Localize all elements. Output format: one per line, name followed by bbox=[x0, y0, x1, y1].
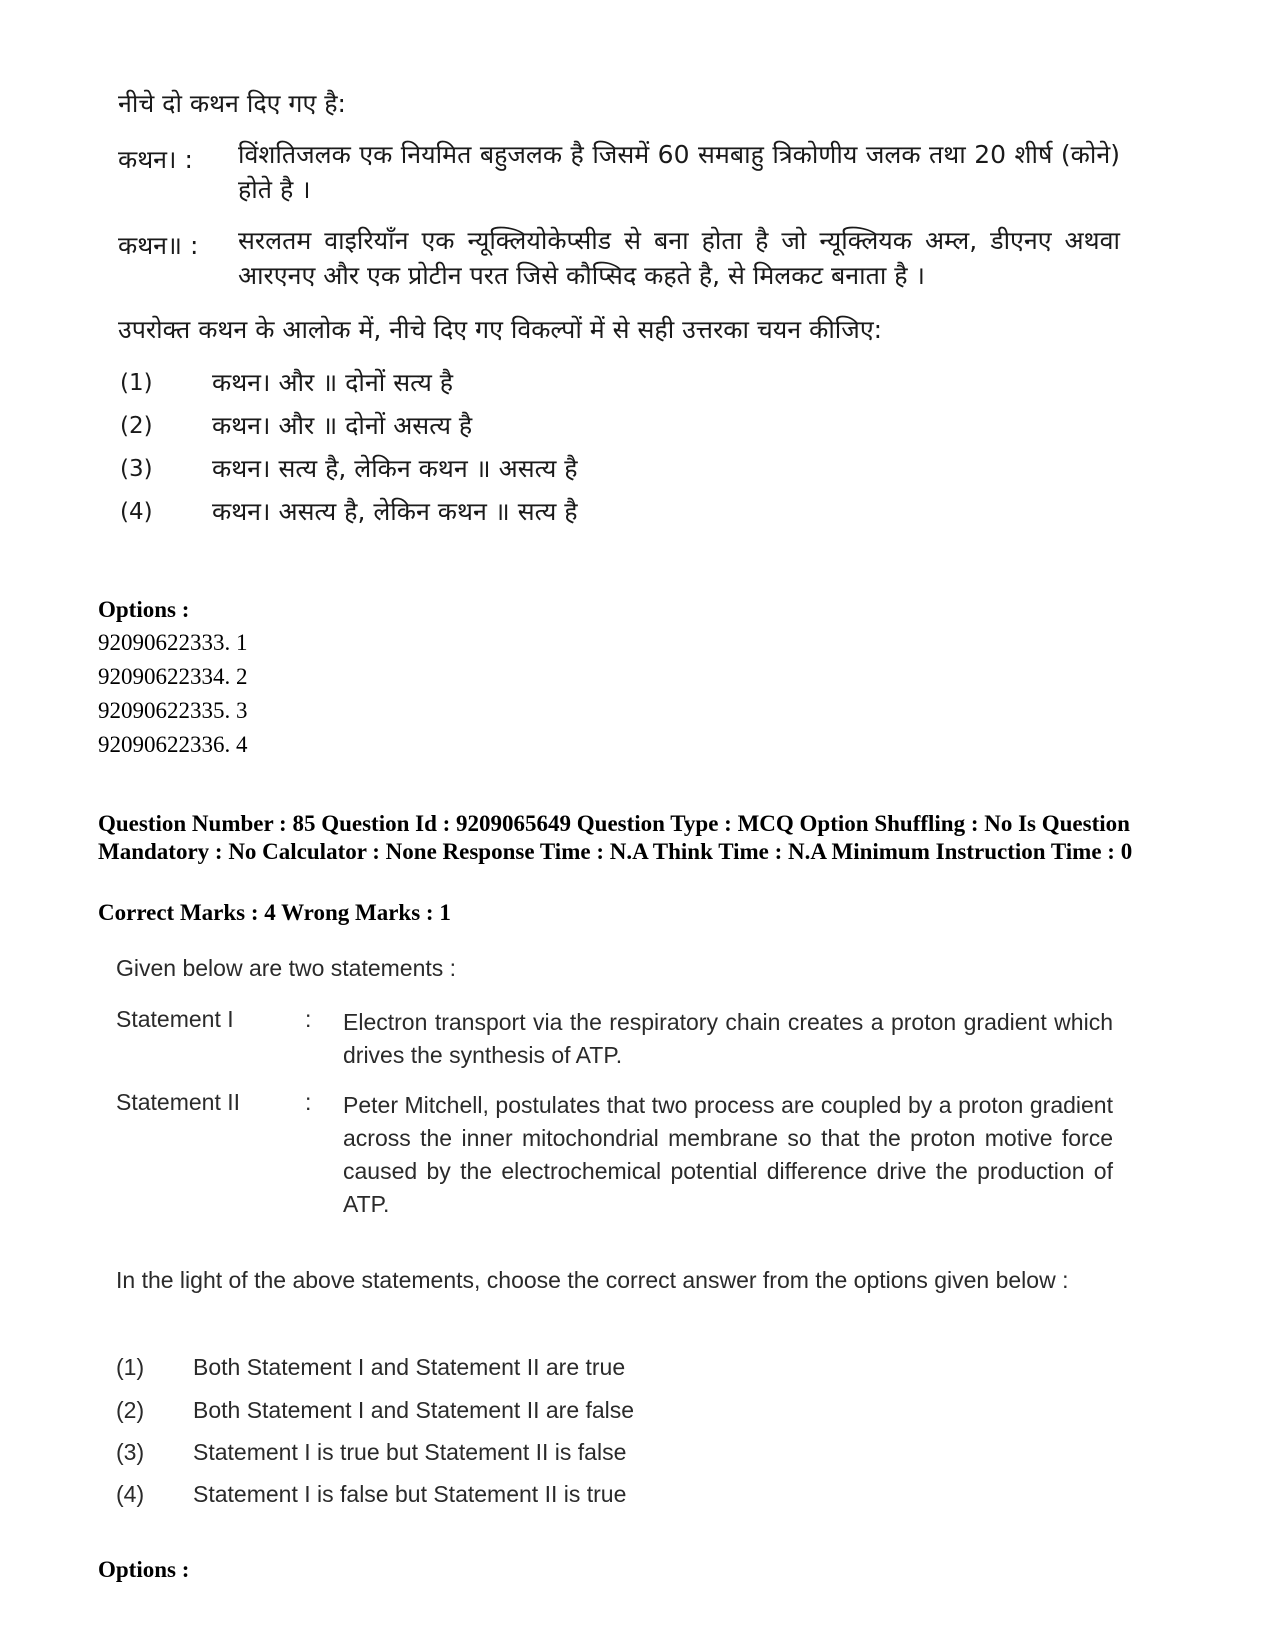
options-heading: Options : bbox=[98, 597, 190, 622]
hindi-statement-1-text: विंशतिजलक एक नियमित बहुजलक है जिसमें 60 समबाहु त्रिकोणीय जलक तथा 20 शीर्ष (कोने) होते है । bbox=[238, 140, 1120, 204]
english-question: In the light of the above statements, choose the correct answer from the options given below : bbox=[116, 1267, 1069, 1293]
hindi-option-1-text: कथन। और ॥ दोनों सत्य है bbox=[212, 368, 454, 397]
english-option-4-number: (4) bbox=[116, 1481, 145, 1507]
hindi-option-4-number: (4) bbox=[120, 499, 153, 525]
hindi-option-3-text: कथन। सत्य है, लेकिन कथन ॥ असत्य है bbox=[212, 454, 578, 483]
option-id-line: 92090622334. 2 bbox=[98, 664, 248, 689]
english-option-3-number: (3) bbox=[116, 1439, 145, 1465]
english-option-1-text: Both Statement I and Statement II are true bbox=[193, 1354, 626, 1380]
english-statement-2-label: Statement II bbox=[116, 1089, 241, 1115]
hindi-statement-1-label: कथन। : bbox=[118, 145, 193, 174]
hindi-intro: नीचे दो कथन दिए गए है: bbox=[118, 89, 346, 118]
hindi-option-4-text: कथन। असत्य है, लेकिन कथन ॥ सत्य है bbox=[212, 497, 578, 526]
english-statement-1-label: Statement I bbox=[116, 1006, 234, 1032]
english-intro: Given below are two statements : bbox=[116, 955, 457, 981]
english-option-2-number: (2) bbox=[116, 1397, 145, 1423]
hindi-option-2-text: कथन। और ॥ दोनों असत्य है bbox=[212, 411, 473, 440]
hindi-option-2-number: (2) bbox=[120, 413, 153, 439]
hindi-statement-2-text: सरलतम वाइरियाँन एक न्यूक्लियोकेप्सीड से बना होता है जो न्यूक्लियक अम्ल, डीएनए अथवा आरएनए और एक प्रोटीन परत जिसे कौप्सिद कहते है, से मिलकट बनाता है । bbox=[238, 226, 1120, 290]
english-option-1-number: (1) bbox=[116, 1354, 145, 1380]
option-id-line: 92090622333. 1 bbox=[98, 630, 248, 655]
marks-line: Correct Marks : 4 Wrong Marks : 1 bbox=[98, 900, 451, 925]
hindi-option-3-number: (3) bbox=[120, 456, 153, 482]
english-statement-1-colon: : bbox=[305, 1006, 312, 1032]
english-option-3-text: Statement I is true but Statement II is false bbox=[193, 1439, 627, 1465]
hindi-question: उपरोक्त कथन के आलोक में, नीचे दिए गए विकल्पों में से सही उत्तरका चयन कीजिए: bbox=[118, 315, 883, 344]
option-id-line: 92090622336. 4 bbox=[98, 732, 248, 757]
question-meta: Question Number : 85 Question Id : 9209065649 Question Type : MCQ Option Shuffling : No Is Question Mandatory : No Calculator : None Response Time : N.A Think Time : N.A Minimum Instruction Time : 0 bbox=[98, 811, 1133, 864]
english-option-4-text: Statement I is false but Statement II is true bbox=[193, 1481, 627, 1507]
english-statement-2-colon: : bbox=[305, 1089, 312, 1115]
english-statement-2-text: Peter Mitchell, postulates that two process are coupled by a proton gradient across the inner mitochondrial membrane so that the proton motive force caused by the electrochemical potential difference drive the production of ATP. bbox=[343, 1092, 1113, 1217]
hindi-option-1-number: (1) bbox=[120, 370, 153, 396]
english-statement-1-text: Electron transport via the respiratory chain creates a proton gradient which drives the synthesis of ATP. bbox=[343, 1009, 1113, 1068]
hindi-statement-2-label: कथन॥ : bbox=[118, 231, 199, 260]
english-option-2-text: Both Statement I and Statement II are false bbox=[193, 1397, 635, 1423]
option-id-line: 92090622335. 3 bbox=[98, 698, 248, 723]
options-heading: Options : bbox=[98, 1557, 190, 1582]
